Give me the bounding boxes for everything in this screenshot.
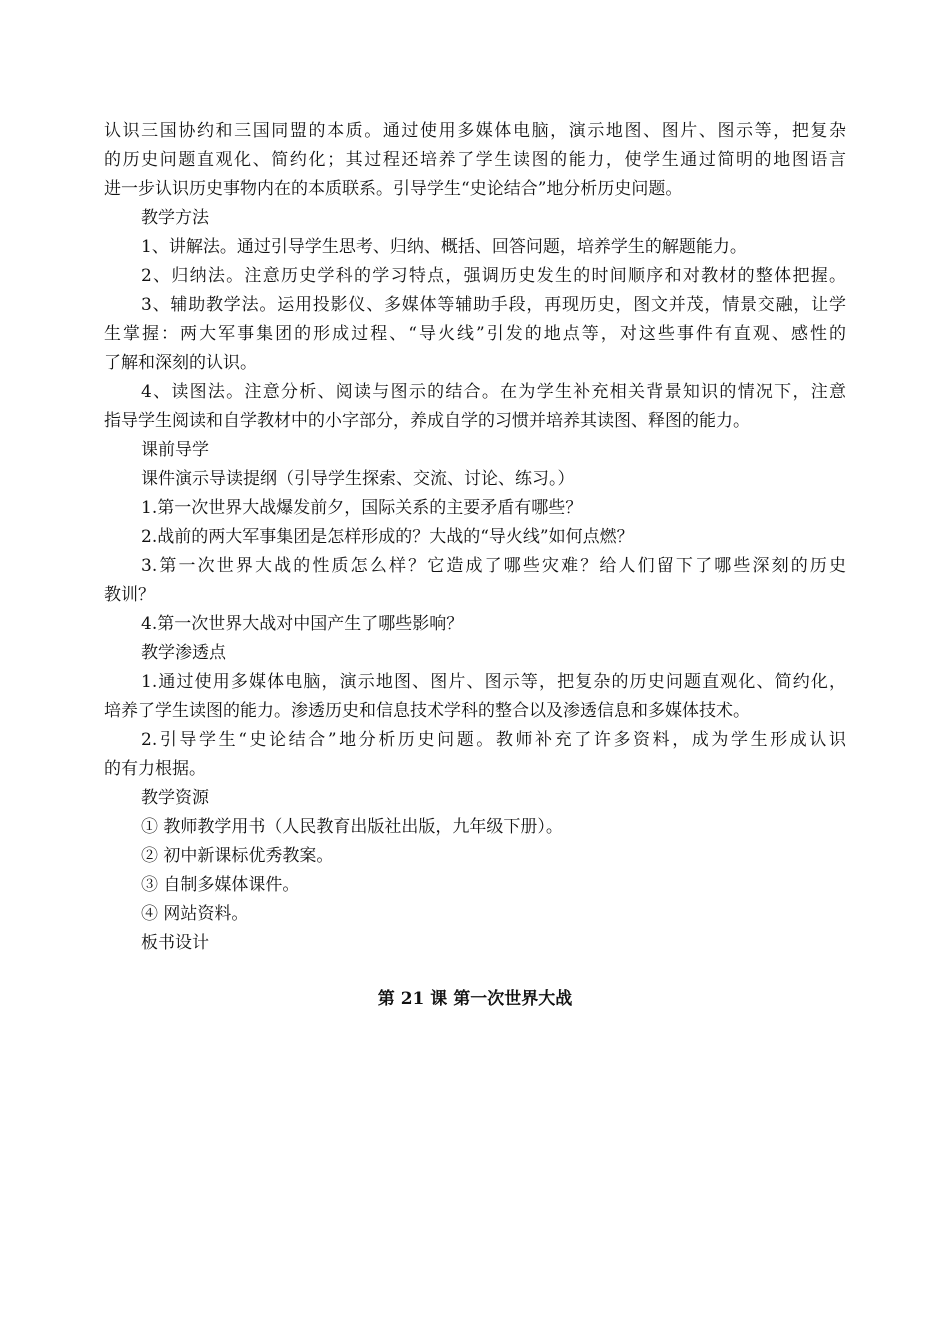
body-line: 生掌握：两大军事集团的形成过程、“导火线”引发的地点等，对这些事件有直观、感性的 <box>104 324 846 344</box>
body-line: 认识三国协约和三国同盟的本质。通过使用多媒体电脑，演示地图、图片、图示等，把复杂 <box>104 121 846 141</box>
body-line: 培养了学生读图的能力。渗透历史和信息技术学科的整合以及渗透信息和多媒体技术。 <box>104 701 750 721</box>
method-item: 1、讲解法。通过引导学生思考、归纳、概括、回答问题，培养学生的解题能力。 <box>141 237 747 257</box>
resource-item: ④ 网站资料。 <box>141 904 249 924</box>
body-line: 的有力根据。 <box>104 759 206 779</box>
preview-intro: 课件演示导读提纲（引导学生探索、交流、讨论、练习。） <box>141 469 575 489</box>
section-heading-methods: 教学方法 <box>141 208 209 228</box>
section-heading-resources: 教学资源 <box>141 788 209 808</box>
section-heading-integration: 教学渗透点 <box>141 643 226 663</box>
body-line: 教训？ <box>104 585 155 605</box>
method-item: 4、读图法。注意分析、阅读与图示的结合。在为学生补充相关背景知识的情况下，注意 <box>141 382 846 402</box>
resource-item: ② 初中新课标优秀教案。 <box>141 846 334 866</box>
method-item: 2、归纳法。注意历史学科的学习特点，强调历史发生的时间顺序和对教材的整体把握。 <box>141 266 846 286</box>
section-heading-preview: 课前导学 <box>141 440 209 460</box>
resource-item: ③ 自制多媒体课件。 <box>141 875 300 895</box>
method-item: 3、辅助教学法。运用投影仪、多媒体等辅助手段，再现历史，图文并茂，情景交融，让学 <box>141 295 846 315</box>
resource-item: ① 教师教学用书（人民教育出版社出版，九年级下册）。 <box>141 817 563 837</box>
body-line: 指导学生阅读和自学教材中的小字部分，养成自学的习惯并培养其读图、释图的能力。 <box>104 411 750 431</box>
question-item: 1.第一次世界大战爆发前夕，国际关系的主要矛盾有哪些？ <box>141 498 583 518</box>
question-item: 2.战前的两大军事集团是怎样形成的？大战的“导火线”如何点燃？ <box>141 527 634 547</box>
section-heading-board: 板书设计 <box>141 933 209 953</box>
body-line: 的历史问题直观化、简约化；其过程还培养了学生读图的能力，使学生通过简明的地图语言 <box>104 150 846 170</box>
board-title: 第 21 课 第一次世界大战 <box>377 989 573 1009</box>
question-item: 4.第一次世界大战对中国产生了哪些影响？ <box>141 614 464 634</box>
question-item: 3.第一次世界大战的性质怎么样？它造成了哪些灾难？给人们留下了哪些深刻的历史 <box>141 556 846 576</box>
integration-item: 2.引导学生“史论结合”地分析历史问题。教师补充了许多资料，成为学生形成认识 <box>141 730 846 750</box>
integration-item: 1.通过使用多媒体电脑，演示地图、图片、图示等，把复杂的历史问题直观化、简约化， <box>141 672 846 692</box>
body-line: 进一步认识历史事物内在的本质联系。引导学生“史论结合”地分析历史问题。 <box>104 179 683 199</box>
body-line: 了解和深刻的认识。 <box>104 353 257 373</box>
